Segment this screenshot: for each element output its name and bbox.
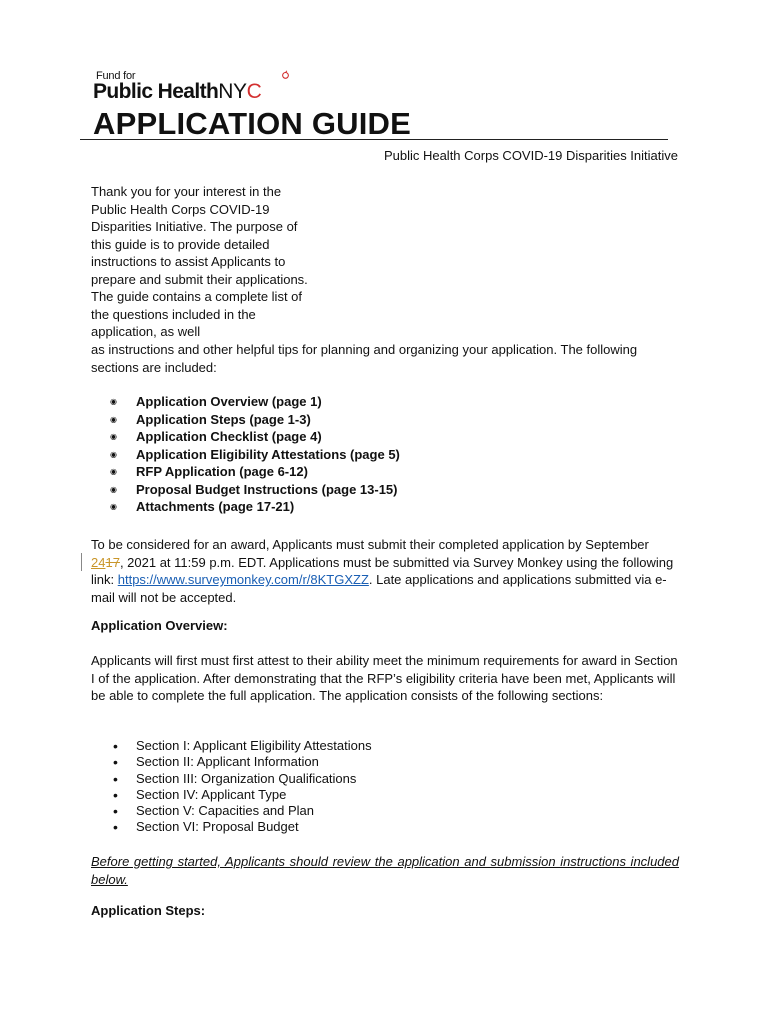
logo-c: C (246, 80, 262, 103)
list-item: • Section III: Organization Qualifications (113, 771, 372, 787)
list-item: ◉ Proposal Budget Instructions (page 13-15) (110, 481, 400, 499)
list-item: ◉ Application Steps (page 1-3) (110, 411, 400, 429)
tracked-insertion: 24 (91, 554, 106, 570)
overview-heading: Application Overview: (91, 618, 228, 633)
apple-icon (281, 70, 290, 79)
page-title: APPLICATION GUIDE (93, 106, 412, 141)
list-item: ◉ Application Checklist (page 4) (110, 428, 400, 446)
list-item: ◉ Application Eligibility Attestations (page 5) (110, 446, 400, 464)
contents-list (110, 393, 400, 516)
sections-list (113, 738, 372, 836)
list-item: ◉ RFP Application (page 6-12) (110, 463, 400, 481)
revision-change-bar (81, 553, 82, 571)
list-item: • Section VI: Proposal Budget (113, 819, 372, 835)
list-item: ◉ Attachments (page 17-21) (110, 498, 400, 516)
overview-paragraph: Applicants will first must first attest to their ability meet the minimum requirements for award in Section I of the application. After demonstrating that the RFP’s eligibility criteria have been met, Applicants will be able to complete the full application. The application consists of the following sections: (91, 653, 678, 703)
list-item: • Section IV: Applicant Type (113, 787, 372, 803)
intro-paragraph-end: as instructions and other helpful tips for planning and organizing your application. The following sections are included: (91, 342, 638, 375)
page-subtitle: Public Health Corps COVID-19 Disparities Initiative (383, 148, 678, 163)
logo-public-health-nyc (93, 80, 261, 104)
deadline-paragraph: To be considered for an award, Applicants must submit their completed application by September 2417, 2021 at 11:59 p.m. EDT. Applications must be submitted via Survey Monkey using the following link: https://www.surveymonkey.com/r/8KTGXZZ. Late applications and applications submitted via e-mail will not be accepted. (91, 537, 674, 605)
logo-public-health: Public Health (93, 80, 219, 103)
list-item: ◉ Application Overview (page 1) (110, 393, 400, 411)
list-item: • Section II: Applicant Information (113, 754, 372, 770)
getting-started-note: Before getting started, Applicants should review the application and submission instructions included below. (91, 854, 679, 887)
title-divider (80, 139, 668, 140)
intro-paragraph-start: Thank you for your interest in the Public Health Corps COVID-19 Disparities Initiative. The purpose of this guide is to provide detailed instructions to assist Applicants to prepare and submit their applications. The guide contains a complete list of the questions included in the application, as well (91, 184, 308, 339)
list-item: • Section I: Applicant Eligibility Attestations (113, 738, 372, 754)
survey-link[interactable]: https://www.surveymonkey.com/r/8KTGXZZ (117, 572, 369, 587)
tracked-deletion: 17 (105, 554, 120, 570)
logo-nyc: NYC (218, 80, 262, 103)
list-item: • Section V: Capacities and Plan (113, 803, 372, 819)
logo-fund-for: Fund for (96, 70, 136, 82)
steps-heading: Application Steps: (91, 903, 206, 918)
